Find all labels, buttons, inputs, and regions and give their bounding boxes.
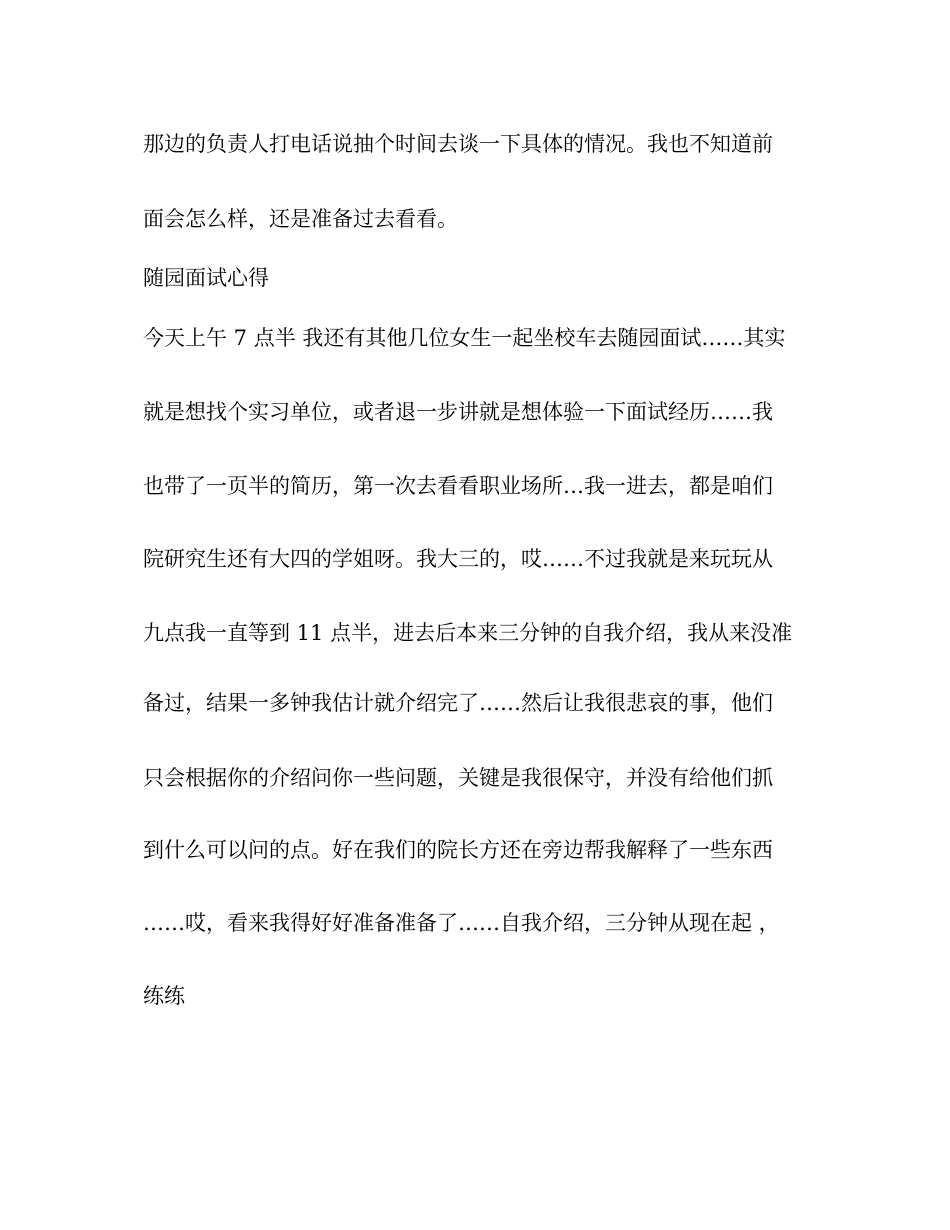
intro-line-2: 面会怎么样，还是准备过去看看。 (143, 207, 458, 231)
body-line-4: 院研究生还有大四的学姐呀。我大三的，哎……不过我就是来玩玩从 (143, 547, 773, 571)
body-line-8: 到什么可以问的点。好在我们的院长方还在旁边帮我解释了一些东西 (143, 838, 773, 862)
intro-line-1: 那边的负责人打电话说抽个时间去谈一下具体的情况。我也不知道前 (143, 132, 773, 156)
body-line-6: 备过，结果一多钟我估计就介绍完了……然后让我很悲哀的事，他们 (143, 691, 773, 715)
body-line-7: 只会根据你的介绍问你一些问题，关键是我很保守，并没有给他们抓 (143, 766, 773, 790)
body-line-5: 九点我一直等到 11 点半，进去后本来三分钟的自我介绍，我从来没准 (143, 621, 793, 645)
body-line-1: 今天上午 7 点半 我还有其他几位女生一起坐校车去随园面试……其实 (143, 326, 786, 350)
body-line-3: 也带了一页半的简历，第一次去看看职业场所…我一进去，都是咱们 (143, 474, 773, 498)
body-line-10: 练练 (143, 984, 185, 1008)
section-heading: 随园面试心得 (143, 266, 269, 290)
body-line-9: ……哎，看来我得好好准备准备了……自我介绍，三分钟从现在起 ， (143, 911, 780, 935)
body-line-2: 就是想找个实习单位，或者退一步讲就是想体验一下面试经历……我 (143, 400, 773, 424)
